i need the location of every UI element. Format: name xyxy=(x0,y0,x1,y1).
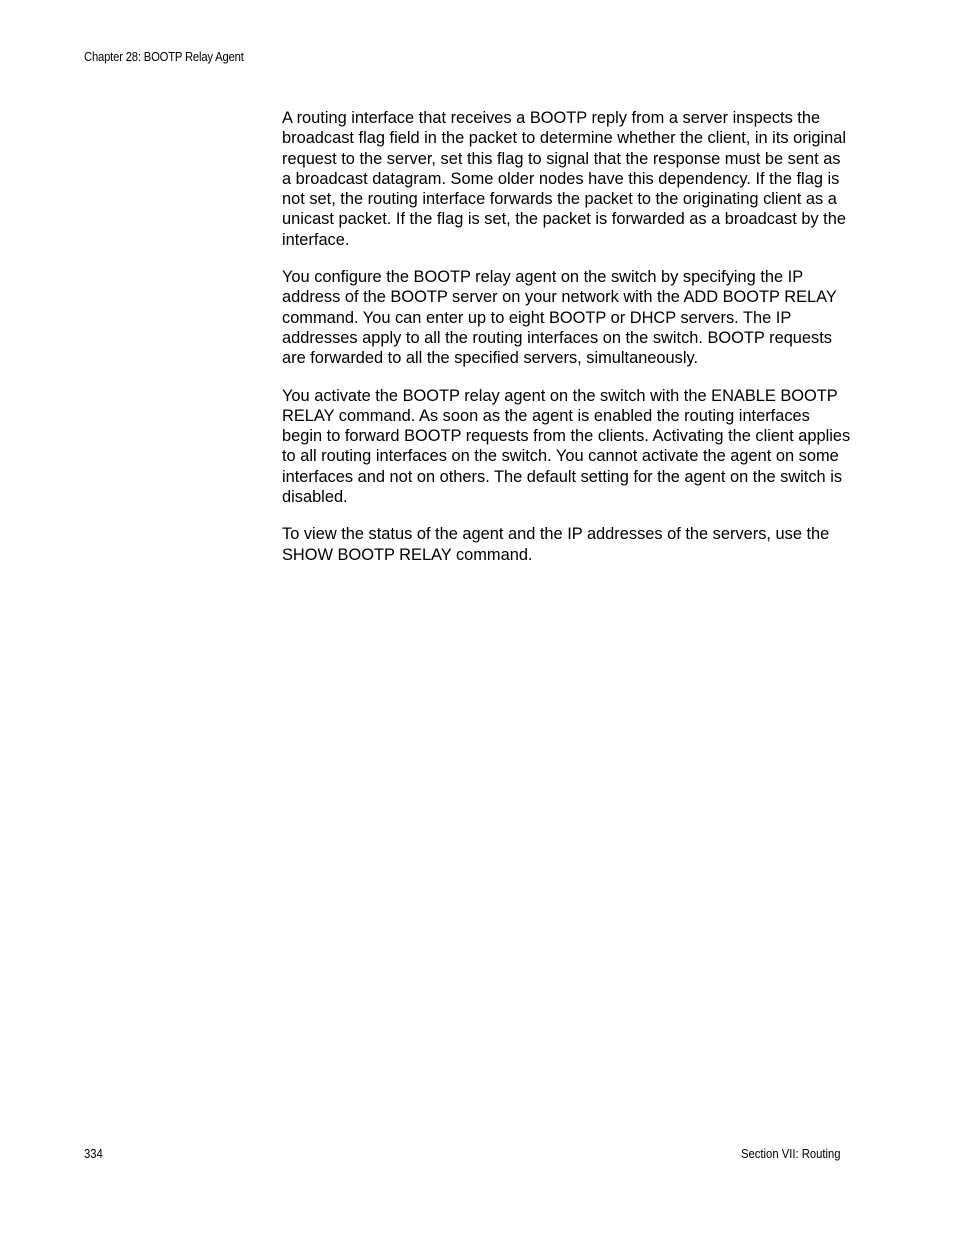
body-text xyxy=(282,108,852,582)
paragraph-activate-relay: You activate the BOOTP relay agent on the switch with the ENABLE BOOTP RELAY command. As soon as the agent is enabled the routing interfaces begin to forward BOOTP requests from the clients. Activating the client applies to all routing interfaces on the switch. You cannot activate the agent on some interfaces and not on others. The default setting for the agent on the switch is disabled. xyxy=(282,386,851,507)
section-title: Section VII: Routing xyxy=(740,1147,840,1161)
page-number: 334 xyxy=(84,1147,103,1161)
paragraph-broadcast-flag: A routing interface that receives a BOOTP reply from a server inspects the broadcast flag field in the packet to determine whether the client, in its original request to the server, set this flag to signal that the response must be sent as a broadcast datagram. Some older nodes have this dependency. If the flag is not set, the routing interface forwards the packet to the originating client as a unicast packet. If the flag is set, the packet is forwarded as a broadcast by the interface. xyxy=(282,109,846,249)
running-header: Chapter 28: BOOTP Relay Agent xyxy=(84,50,244,64)
paragraph-view-status: To view the status of the agent and the IP addresses of the servers, use the SHOW BOOTP RELAY command. xyxy=(282,525,830,564)
paragraph-configure-relay: You configure the BOOTP relay agent on the switch by specifying the IP address of the BOOTP server on your network with the ADD BOOTP RELAY command. You can enter up to eight BOOTP or DHCP servers. The IP addresses apply to all the routing interfaces on the switch. BOOTP requests are forwarded to all the specified servers, simultaneously. xyxy=(282,268,837,368)
